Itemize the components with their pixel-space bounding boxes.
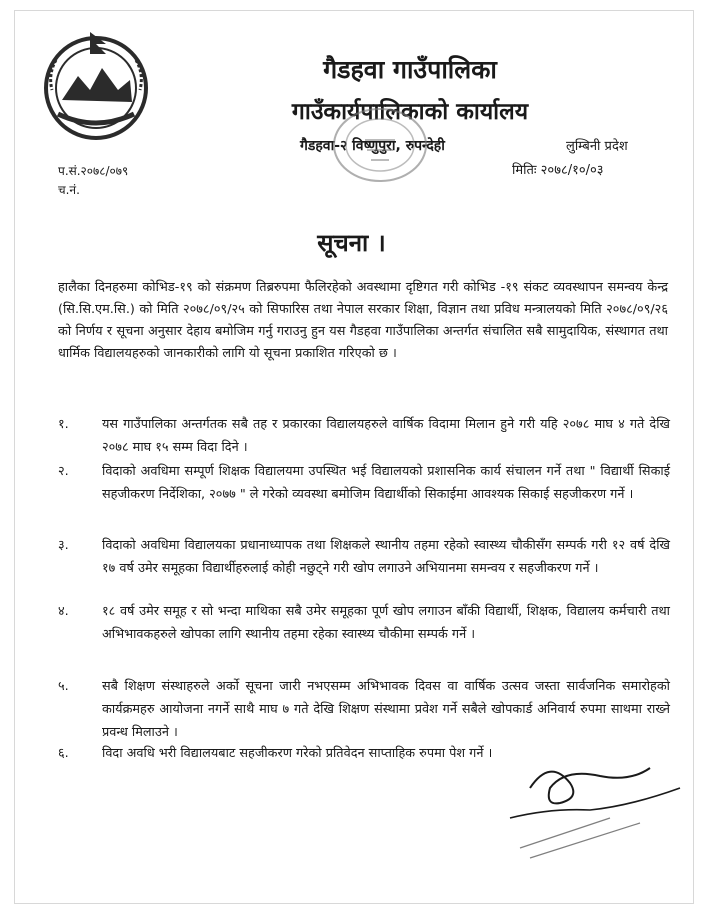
item-text: विदाको अवधिमा विद्यालयका प्रधानाध्यापक तथा शिक्षकले स्थानीय तहमा रहेको स्वास्थ्य चौकीसँग सम्पर्क गरी १२ वर्ष देखि १७ वर्ष उमेर समूहका विद्यार्थीहरुलाई कोही नछुट्ने गरी खोप लगाउने अभियानमा समन्वय र सहजीकरण गर्ने । xyxy=(102,538,670,576)
government-emblem-icon xyxy=(40,30,152,142)
item-text: सबै शिक्षण संस्थाहरुले अर्को सूचना जारी नभएसम्म अभिभावक दिवस वा वार्षिक उत्सव जस्ता सार्वजनिक समारोहको कार्यक्रमहरु आयोजना नगर्ने साथै माघ ७ गते देखि शिक्षण संस्थामा प्रवेश गर्ने सबैले खोपकार्ड अनिवार्य रुपमा साथमा राख्ने प्रवन्ध मिलाउने । xyxy=(102,679,670,740)
item-text: विदा अवधि भरी विद्यालयबाट सहजीकरण गरेको प्रतिवेदन साप्ताहिक रुपमा पेश गर्ने । xyxy=(102,746,493,761)
office-subtitle: गाउँकार्यपालिकाको कार्यालय xyxy=(291,99,529,125)
item-number: ४. xyxy=(58,604,69,619)
item-number: ५. xyxy=(58,679,69,694)
item-text: विदाको अवधिमा सम्पूर्ण शिक्षक विद्यालयमा उपस्थित भई विद्यालयको प्रशासनिक कार्य संचालन गर्ने तथा " विद्यार्थी सिकाई सहजीकरण निर्देशिका, २०७७ " ले गरेको व्यवस्था बमोजिम विद्यार्थीको सिकाईमा आवश्यक सिकाई सहजीकरण गर्ने । xyxy=(102,464,670,502)
office-name: गैडहवा गाउँपालिका xyxy=(323,55,497,84)
signature-icon xyxy=(490,748,690,868)
dispatch-number: च.नं. xyxy=(58,183,80,197)
notice-title: सूचना । xyxy=(317,229,386,257)
item-text: यस गाउँपालिका अन्तर्गतक सबै तह र प्रकारका विद्यालयहरुले वार्षिक विदामा मिलान हुने गरी यहि २०७८ माघ ४ गते देखि २०७८ माघ १५ सम्म विदा दिने । xyxy=(102,417,670,455)
province-name: लुम्बिनी प्रदेश xyxy=(566,139,628,154)
office-stamp-icon xyxy=(325,100,435,190)
item-number: ३. xyxy=(58,538,69,553)
item-number: २. xyxy=(58,464,69,479)
notice-date: मितिः २०७८/१०/०३ xyxy=(512,163,604,178)
notice-intro: हालैका दिनहरुमा कोभिड-१९ को संक्रमण तिब्ररुपमा फैलिरहेको अवस्थामा दृष्टिगत गरी कोभिड -१९ संकट व्यवस्थापन समन्वय केन्द्र (सि.सि.एम.सि.) को मिति २०७८/०९/२५ को सिफारिस तथा नेपाल सरकार शिक्षा, विज्ञान तथा प्रविध मन्त्रालयको मिति २०७८/०९/२६ को निर्णय र सूचना अनुसार देहाय बमोजिम गर्नु गराउनु हुन यस गैडहवा गाउँपालिका अन्तर्गत संचालित सबै सामुदायिक, संस्थागत तथा धार्मिक विद्यालयहरुको जानकारीको लागि यो सूचना प्रकाशित गरिएको छ । xyxy=(58,280,668,361)
item-number: ६. xyxy=(58,746,69,761)
reference-number: प.सं.२०७८/०७९ xyxy=(58,164,129,178)
item-text: १८ वर्ष उमेर समूह र सो भन्दा माथिका सबै उमेर समूहका पूर्ण खोप लगाउन बाँकी विद्यार्थी, शिक्षक, विद्यालय कर्मचारी तथा अभिभावकहरुले खोपका लागि स्थानीय तहमा रहेका स्वास्थ्य चौकीमा सम्पर्क गर्ने । xyxy=(102,604,670,642)
office-address: गैडहवा-२ विष्णुपुरा, रुपन्देही xyxy=(300,138,445,154)
item-number: १. xyxy=(58,417,69,432)
